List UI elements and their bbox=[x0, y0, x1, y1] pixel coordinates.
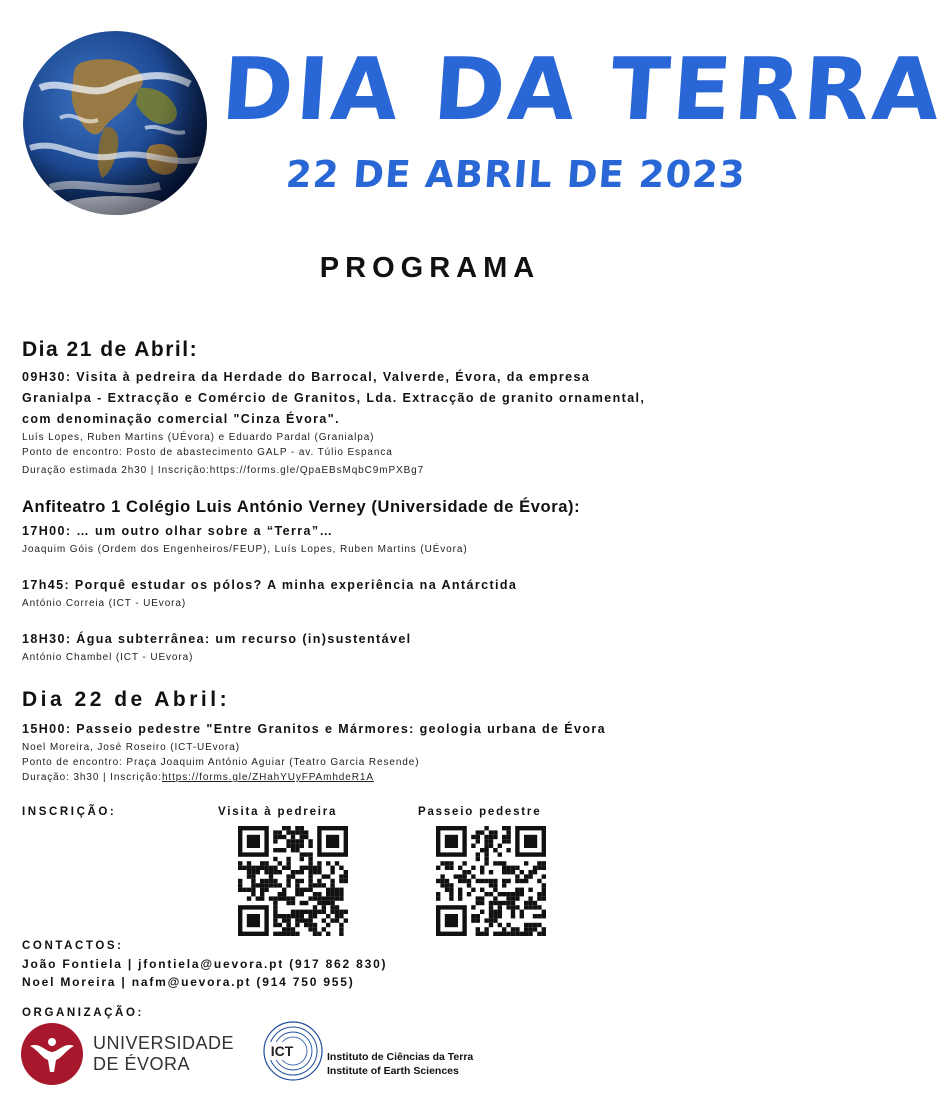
quarry-visit-block bbox=[22, 367, 645, 478]
ict-name-pt: Instituto de Ciências da Terra bbox=[327, 1051, 474, 1063]
walk-registration-link[interactable]: https://forms.gle/ZHahYUyFPAmhdeR1A bbox=[161, 772, 374, 783]
uevora-logo-icon bbox=[20, 1022, 84, 1086]
walk-meeting-point: Ponto de encontro: Praça Joaquim António Aguiar (Teatro Garcia Resende) bbox=[22, 757, 420, 768]
contact-joao: João Fontiela | jfontiela@uevora.pt (917 862 830) bbox=[22, 957, 388, 971]
quarry-visit-line-1: 09H30: Visita à pedreira da Herdade do Barrocal, Valverde, Évora, da empresa bbox=[22, 370, 591, 384]
uevora-name-line-1: UNIVERSIDADE bbox=[93, 1033, 235, 1053]
walk-guides: Noel Moreira, José Roseiro (ICT-UEvora) bbox=[22, 742, 240, 753]
contacts-label: CONTACTOS: bbox=[22, 940, 124, 952]
talk-item bbox=[22, 575, 517, 611]
quarry-visit-meeting-point: Ponto de encontro: Posto de abastecimento GALP - av. Túlio Espanca bbox=[22, 447, 393, 458]
talk-speakers: António Correia (ICT - UEvora) bbox=[22, 598, 187, 609]
talk-title: 17h45: Porquê estudar os pólos? A minha experiência na Antárctida bbox=[22, 578, 518, 592]
uevora-name bbox=[93, 1033, 234, 1075]
talk-title: 18H30: Água subterrânea: um recurso (in)sustentável bbox=[22, 632, 412, 646]
contact-noel: Noel Moreira | nafm@uevora.pt (914 750 955) bbox=[22, 975, 355, 989]
qr-visit-label: Visita à pedreira bbox=[218, 806, 338, 818]
organization-label: ORGANIZAÇÃO: bbox=[22, 1007, 144, 1019]
quarry-visit-guides: Luís Lopes, Ruben Martins (UÉvora) e Eduardo Pardal (Granialpa) bbox=[22, 432, 375, 443]
walk-title: 15H00: Passeio pedestre "Entre Granitos e Mármores: geologia urbana de Évora bbox=[22, 722, 607, 736]
event-title: DIA DA TERRA bbox=[218, 40, 946, 140]
talk-speakers: Joaquim Góis (Ordem dos Engenheiros/FEUP), Luís Lopes, Ruben Martins (UÉvora) bbox=[22, 544, 468, 555]
uevora-name-line-2: DE ÉVORA bbox=[93, 1054, 191, 1074]
registration-label: INSCRIÇÃO: bbox=[22, 806, 117, 818]
ict-logo-icon bbox=[262, 1020, 324, 1082]
talk-item bbox=[22, 521, 468, 557]
program-heading: PROGRAMA bbox=[319, 252, 541, 284]
quarry-visit-duration: Duração estimada 2h30 | Inscrição:https://forms.gle/QpaEBsMqbC9mPXBg7 bbox=[22, 465, 425, 476]
venue-heading: Anfiteatro 1 Colégio Luis António Verney (Universidade de Évora): bbox=[22, 498, 581, 516]
talk-item bbox=[22, 629, 412, 665]
ict-abbreviation: ICT bbox=[270, 1043, 294, 1059]
event-date: 22 DE ABRIL DE 2023 bbox=[284, 153, 748, 196]
qr-walk-label: Passeio pedestre bbox=[418, 806, 542, 818]
earth-globe-icon bbox=[20, 28, 210, 218]
qr-code-visit-icon[interactable] bbox=[238, 826, 348, 936]
walk-duration-text: Duração: 3h30 | Inscrição: bbox=[22, 772, 162, 783]
ict-name-en: Institute of Earth Sciences bbox=[327, 1065, 459, 1077]
day-21-heading: Dia 21 de Abril: bbox=[22, 338, 199, 361]
walk-block bbox=[22, 719, 606, 785]
qr-code-walk-icon[interactable] bbox=[436, 826, 546, 936]
quarry-visit-line-2: Granialpa - Extracção e Comércio de Granitos, Lda. Extracção de granito ornamental, bbox=[22, 391, 646, 405]
talk-title: 17H00: … um outro olhar sobre a “Terra”… bbox=[22, 524, 334, 538]
day-22-heading: Dia 22 de Abril: bbox=[22, 688, 231, 711]
ict-name bbox=[327, 1050, 473, 1078]
talk-speakers: António Chambel (ICT - UEvora) bbox=[22, 652, 194, 663]
walk-duration bbox=[22, 770, 606, 785]
quarry-visit-line-3: com denominação comercial "Cinza Évora". bbox=[22, 412, 340, 426]
